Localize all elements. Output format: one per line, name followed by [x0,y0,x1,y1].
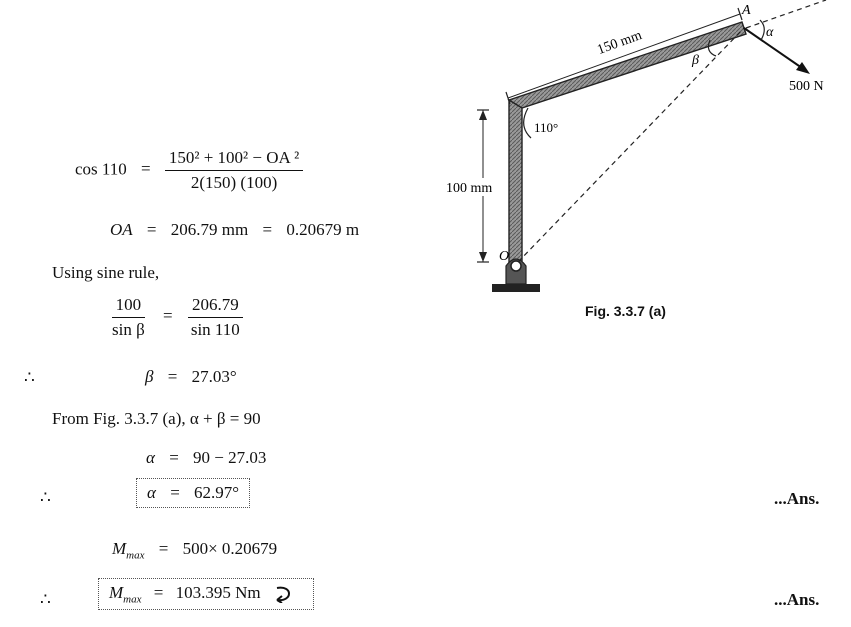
from-fig-text: From Fig. 3.3.7 (a), α + β = 90 [52,409,261,428]
dim-label-top: 150 mm [595,28,645,58]
vertical-bar [509,100,522,272]
eq7-equals: = [158,539,169,558]
equation-sine-rule [108,295,244,340]
eq6-equals: = [170,483,180,502]
dim-arrow-up [479,110,487,120]
equation-beta [145,367,237,387]
eq3-den-right: sin 110 [190,320,240,339]
eq2-equals-1: = [146,220,157,239]
therefore-symbol-3: ∴ [40,590,51,609]
sine-rule-intro: Using sine rule, [52,263,160,282]
ans-label-1: ...Ans. [774,489,820,508]
eq8-equals: = [153,583,164,602]
angle-alpha-arc [760,20,764,40]
eq1-fraction [165,148,303,193]
eq7-lhs: M [112,539,127,558]
eq3-fraction-left [108,295,149,340]
point-o-label: O [499,249,510,264]
eq4-equals: = [167,367,178,386]
pin-circle [511,261,521,271]
equation-alpha-result [136,478,250,508]
counterclockwise-moment-icon [271,585,297,603]
eq2-value-mm: 206.79 mm [170,220,249,239]
eq4-lhs: β [145,367,154,386]
equation-mmax-calc [112,539,277,561]
equation-mmax-result [98,578,314,610]
eq1-denominator: 2(150) (100) [190,173,278,192]
eq1-lhs: cos 110 [75,159,127,179]
angle-110-arc [524,108,531,138]
eq5-rhs: 90 − 27.03 [193,448,267,467]
therefore-symbol-1: ∴ [24,368,35,387]
angle-110-label: 110° [534,120,559,135]
point-a-label: A [742,3,751,18]
eq3-num-left: 100 [112,295,146,318]
figure-caption: Fig. 3.3.7 (a) [585,303,666,319]
dim-line-top [508,14,740,98]
eq7-rhs: 500× 0.20679 [182,539,278,558]
eq5-equals: = [169,448,179,467]
ans-label-2: ...Ans. [774,590,820,609]
bar-extension-line [746,0,826,28]
force-arrowhead [796,62,810,74]
eq6-lhs: α [147,483,156,502]
eq5-lhs: α [146,448,155,467]
eq6-rhs: 62.97° [194,483,240,502]
equation-alpha-calc [146,448,266,468]
equation-oa [110,220,359,240]
eq2-equals-2: = [262,220,273,239]
eq1-numerator: 150² + 100² − OA ² [165,148,303,171]
eq4-rhs: 27.03° [191,367,237,386]
eq2-lhs: OA [110,220,133,239]
equation-cos-rule [75,148,303,193]
dim-arrow-down [479,252,487,262]
support-base [492,284,540,292]
eq3-fraction-right [187,295,244,340]
eq1-equals: = [141,159,151,179]
eq3-num-right: 206.79 [188,295,243,318]
force-label: 500 N [789,79,824,94]
therefore-symbol-2: ∴ [40,488,51,507]
eq3-equals: = [163,306,173,326]
eq3-den-left: sin β [112,320,145,339]
eq8-sub: max [123,593,142,606]
eq8-rhs: 103.395 Nm [175,583,261,602]
angle-alpha-label: α [766,25,774,40]
figure-bent-bar [440,0,851,330]
eq7-sub: max [126,549,145,562]
dim-label-left: 100 mm [446,181,493,196]
eq2-value-m: 0.20679 m [286,220,360,239]
eq8-lhs: M [109,583,124,602]
angle-beta-label: β [692,53,699,68]
